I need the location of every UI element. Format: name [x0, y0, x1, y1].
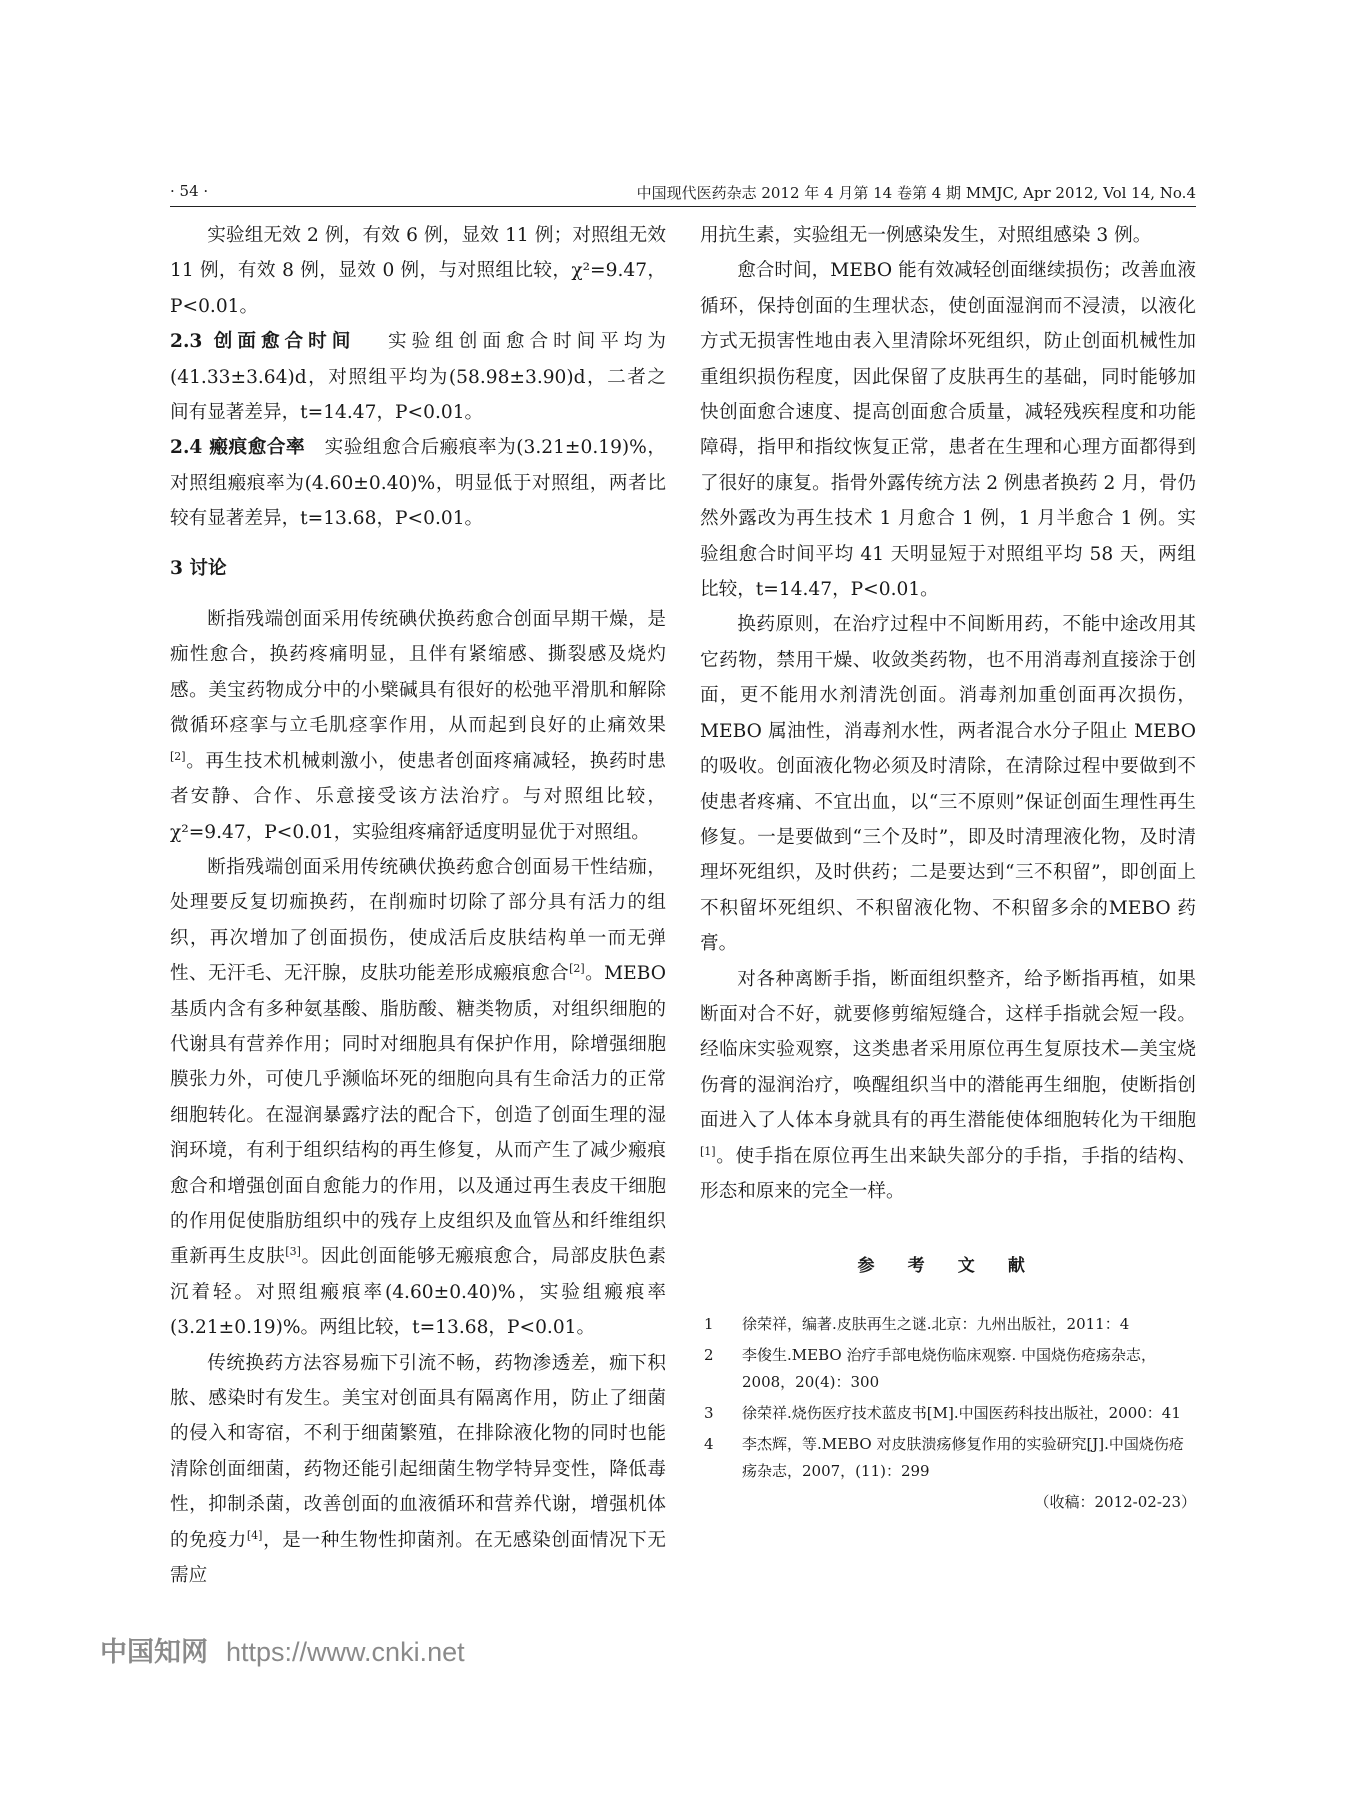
- received-date: （收稿：2012-02-23）: [1034, 1492, 1196, 1511]
- citation[interactable]: [2]: [170, 749, 186, 763]
- paragraph: 愈合时间，MEBO 能有效减轻创面继续损伤；改善血液循环，保持创面的生理状态，使创面湿润而不浸渍，以液化方式无损害性地由表入里清除坏死组织，防止创面机械性加重组织损伤程度，因此保留了皮肤再生的基础，同时能够加快创面愈合速度、提高创面愈合质量，减轻残疾程度和功能障碍，指甲和指纹恢复正常，患者在生理和心理方面都得到了很好的康复。指骨外露传统方法 2 例患者换药 2 月，骨仍然外露改为再生技术 1 月愈合 1 例，1 月半愈合 1 例。实验组愈合时间平均 41 天明显短于对照组平均 58 天，两组比较，t=14.47，P<0.01。: [700, 260, 1196, 601]
- section-text: 实验组创面愈合时间平均为 (41.33±3.64)d，对照组平均为(58.98±3.90)d，二者之间有显著差异，t=14.47，P<0.01。: [170, 331, 666, 424]
- page-number: · 54 ·: [170, 182, 209, 200]
- citation[interactable]: [1]: [700, 1144, 716, 1158]
- paragraph: 实验组无效 2 例，有效 6 例，显效 11 例；对照组无效 11 例，有效 8 例，显效 0 例，与对照组比较，χ²=9.47，P<0.01。: [170, 225, 666, 317]
- section-title: 2.3 创面愈合时间: [170, 331, 356, 353]
- section-2-3: [170, 324, 666, 430]
- paragraph: 用抗生素，实验组无一例感染发生，对照组感染 3 例。: [700, 225, 1152, 246]
- reference-item: 2 李俊生.MEBO 治疗手部电烧伤临床观察. 中国烧伤疮疡杂志，2008，20(4)：300: [704, 1345, 1156, 1391]
- journal-info: 中国现代医药杂志 2012 年 4 月第 14 卷第 4 期 MMJC, Apr 2012, Vol 14, No.4: [636, 184, 1196, 202]
- paragraph: 断指残端创面采用传统碘伏换药愈合创面易干性结痂，处理要反复切痂换药，在削痂时切除了部分具有活力的组织，再次增加了创面损伤，使成活后皮肤结构单一而无弹性、无汗毛、无汗腺，皮肤功能差形成瘢痕愈合[2]。MEBO 基质内含有多种氨基酸、脂肪酸、糖类物质，对组织细胞的代谢具有营养作用；同时对细胞具有保护作用，除增强细胞膜张力外，可使几乎濒临坏死的细胞向具有生命活力的正常细胞转化。在湿润暴露疗法的配合下，创造了创面生理的湿润环境，有利于组织结构的再生修复，从而产生了减少瘢痕愈合和增强创面自愈能力的作用，以及通过再生表皮干细胞的作用促使脂肪组织中的残存上皮组织及血管丛和纤维组织重新再生皮肤[3]。因此创面能够无瘢痕愈合，局部皮肤色素沉着轻。对照组瘢痕率(4.60±0.40)%，实验组瘢痕率(3.21±0.19)%。两组比较，t=13.68，P<0.01。: [170, 856, 666, 1339]
- reference-item: 3 徐荣祥.烧伤医疗技术蓝皮书[M].中国医药科技出版社，2000：41: [704, 1403, 1181, 1422]
- references-heading: 参 考 文 献: [857, 1256, 1039, 1277]
- paragraph: 传统换药方法容易痂下引流不畅，药物渗透差，痂下积脓、感染时有发生。美宝对创面具有隔离作用，防止了细菌的侵入和寄宿，不利于细菌繁殖，在排除液化物的同时也能清除创面细菌，药物还能引起细菌生物学特异变性，降低毒性，抑制杀菌，改善创面的血液循环和营养代谢，增强机体的免疫力[4]，是一种生物性抑菌剂。在无感染创面情况下无需应: [170, 1352, 666, 1587]
- left-column: [170, 218, 666, 1593]
- citation[interactable]: [4]: [246, 1528, 263, 1542]
- paragraph: 断指残端创面采用传统碘伏换药愈合创面早期干燥，是痂性愈合，换药疼痛明显，且伴有紧缩感、撕裂感及烧灼感。美宝药物成分中的小檗碱具有很好的松弛平滑肌和解除微循环痉挛与立毛肌痉挛作用，从而起到良好的止痛效果[2]。再生技术机械刺激小，使患者创面疼痛减轻，换药时患者安静、合作、乐意接受该方法治疗。与对照组比较，χ²=9.47，P<0.01，实验组疼痛舒适度明显优于对照组。: [170, 609, 666, 843]
- citation[interactable]: [3]: [285, 1245, 301, 1259]
- reference-item: 4 李杰辉，等.MEBO 对皮肤溃疡修复作用的实验研究[J].中国烧伤疮疡杂志，2007，(11)：299: [704, 1434, 1184, 1480]
- cnki-logo: 中国知网: [100, 1637, 208, 1667]
- cnki-url[interactable]: https://www.cnki.net: [226, 1637, 465, 1667]
- section-title: 2.4 瘢痕愈合率: [170, 437, 306, 459]
- section-3-heading: 3 讨论: [170, 557, 227, 579]
- cnki-watermark: [100, 1630, 465, 1670]
- reference-list: [700, 1311, 1196, 1485]
- citation[interactable]: [2]: [569, 961, 585, 975]
- section-text: 实验组愈合后瘢痕率为(3.21±0.19)%，对照组瘢痕率为(4.60±0.40)%，明显低于对照组，两者比较有显著差异，t=13.68，P<0.01。: [170, 437, 667, 530]
- section-2-4: [170, 430, 666, 536]
- right-column: [700, 218, 1196, 1516]
- page-header: [170, 176, 1196, 207]
- paragraph: 对各种离断手指，断面组织整齐，给予断指再植，如果断面对合不好，就要修剪缩短缝合，这样手指就会短一段。经临床实验观察，这类患者采用原位再生复原技术—美宝烧伤膏的湿润治疗，唤醒组织当中的潜能再生细胞，使断指创面进入了人体本身就具有的再生潜能使体细胞转化为干细胞[1]。使手指在原位再生出来缺失部分的手指，手指的结构、形态和原来的完全一样。: [700, 968, 1196, 1202]
- reference-item: 1 徐荣祥，编著.皮肤再生之谜.北京：九州出版社，2011：4: [704, 1314, 1130, 1333]
- paragraph: 换药原则，在治疗过程中不间断用药，不能中途改用其它药物，禁用干燥、收敛类药物，也不用消毒剂直接涂于创面，更不能用水剂清洗创面。消毒剂加重创面再次损伤，MEBO 属油性，消毒剂水性，两者混合水分子阻止 MEBO 的吸收。创面液化物必须及时清除，在清除过程中要做到不使患者疼痛、不宜出血，以“三不原则”保证创面生理性再生修复。一是要做到“三个及时”，即及时清理液化物，及时清理坏死组织，及时供药；二是要达到“三不积留”，即创面上不积留坏死组织、不积留液化物、不积留多余的MEBO 药膏。: [700, 614, 1196, 955]
